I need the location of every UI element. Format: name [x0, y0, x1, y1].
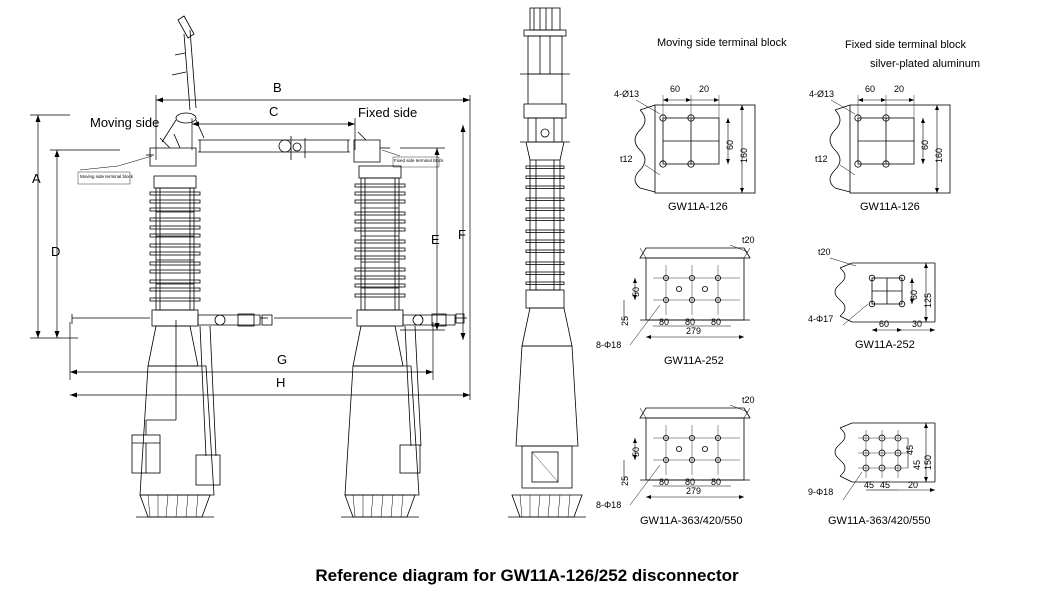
detail-moving-252-dim-279: 279 — [686, 326, 702, 336]
detail-moving-252-hole-note: 8-Φ18 — [596, 340, 622, 350]
detail-fixed-252-dim-60: 60 — [879, 319, 890, 329]
detail-fixed-363-hole-note: 9-Φ18 — [808, 487, 834, 497]
detail-moving-363-dim-279: 279 — [686, 486, 702, 496]
detail-moving-126-dim-60: 60 — [670, 84, 681, 94]
label-fixed-terminal-callout: Fixed side terminal block — [394, 158, 444, 163]
detail-fixed-126-thickness: t12 — [815, 154, 828, 164]
detail-fixed-252-hole-note: 4-Φ17 — [808, 314, 834, 324]
detail-moving-252-dim-25: 25 — [620, 315, 630, 326]
detail-fixed-126-dim-60: 60 — [865, 84, 876, 94]
detail-moving-363-dim-80b: 80 — [685, 477, 696, 487]
detail-fixed-363-dim-20: 20 — [908, 480, 919, 490]
detail-fixed-126-hole-note: 4-Ø13 — [809, 89, 835, 99]
detail-fixed-363-dim-45b: 45 — [880, 480, 891, 490]
label-fixed-side: Fixed side — [358, 105, 418, 120]
detail-moving-126-dim-160: 160 — [739, 147, 749, 163]
detail-fixed-363-title: GW11A-363/420/550 — [828, 515, 931, 527]
header-fixed-terminal-block-line1: Fixed side terminal block — [845, 39, 967, 51]
detail-moving-252-dim-80a: 80 — [659, 317, 670, 327]
dim-C: C — [269, 104, 279, 119]
dim-H: H — [276, 375, 286, 390]
detail-moving-363-thickness: t20 — [742, 395, 755, 405]
label-moving-side: Moving side — [90, 115, 160, 130]
detail-fixed-363-dim-45v1: 45 — [905, 444, 915, 455]
detail-moving-126-hole-note: 4-Ø13 — [614, 89, 640, 99]
dim-A: A — [32, 171, 41, 186]
dim-B: B — [273, 80, 282, 95]
detail-moving-252-dim-80b: 80 — [685, 317, 696, 327]
dim-E: E — [431, 232, 440, 247]
label-moving-terminal-callout: Moving side terminal block — [80, 174, 134, 179]
detail-fixed-126-dim-20: 20 — [894, 84, 905, 94]
detail-fixed-252-dim-60v: 60 — [909, 289, 919, 300]
detail-fixed-252-thickness: t20 — [818, 247, 831, 257]
detail-fixed-252-dim-125: 125 — [923, 292, 933, 308]
detail-moving-363-dim-80a: 80 — [659, 477, 670, 487]
detail-moving-252-title: GW11A-252 — [664, 355, 724, 367]
detail-moving-252-thickness: t20 — [742, 235, 755, 245]
detail-moving-363-dim-50: 50 — [631, 446, 641, 457]
detail-moving-363-dim-25: 25 — [620, 475, 630, 486]
detail-moving-363-dim-80c: 80 — [711, 477, 722, 487]
detail-moving-363-hole-note: 8-Φ18 — [596, 500, 622, 510]
header-fixed-terminal-block-line2: silver-plated aluminum — [870, 58, 981, 70]
detail-moving-126-dim-20: 20 — [699, 84, 710, 94]
detail-fixed-126-title: GW11A-126 — [860, 201, 920, 213]
detail-moving-252-dim-50: 50 — [631, 286, 641, 297]
detail-fixed-363-dim-45a: 45 — [864, 480, 875, 490]
detail-fixed-363-dim-45v2: 45 — [912, 459, 922, 470]
detail-fixed-363-dim-150: 150 — [923, 454, 933, 470]
detail-fixed-252-dim-30: 30 — [912, 319, 923, 329]
detail-fixed-126-dim-60v: 60 — [920, 139, 930, 150]
detail-moving-126-title: GW11A-126 — [668, 201, 728, 213]
detail-fixed-126-dim-160: 160 — [934, 147, 944, 163]
dim-F: F — [458, 227, 466, 242]
dim-D: D — [51, 244, 61, 259]
detail-moving-252-dim-80c: 80 — [711, 317, 722, 327]
figure-caption: Reference diagram for GW11A-126/252 disconnector — [315, 566, 739, 585]
detail-moving-126-thickness: t12 — [620, 154, 633, 164]
dim-G: G — [277, 352, 288, 367]
detail-moving-126-dim-60v: 60 — [725, 139, 735, 150]
detail-fixed-252-title: GW11A-252 — [855, 339, 915, 351]
header-moving-terminal-block: Moving side terminal block — [657, 37, 787, 49]
detail-moving-363-title: GW11A-363/420/550 — [640, 515, 743, 527]
